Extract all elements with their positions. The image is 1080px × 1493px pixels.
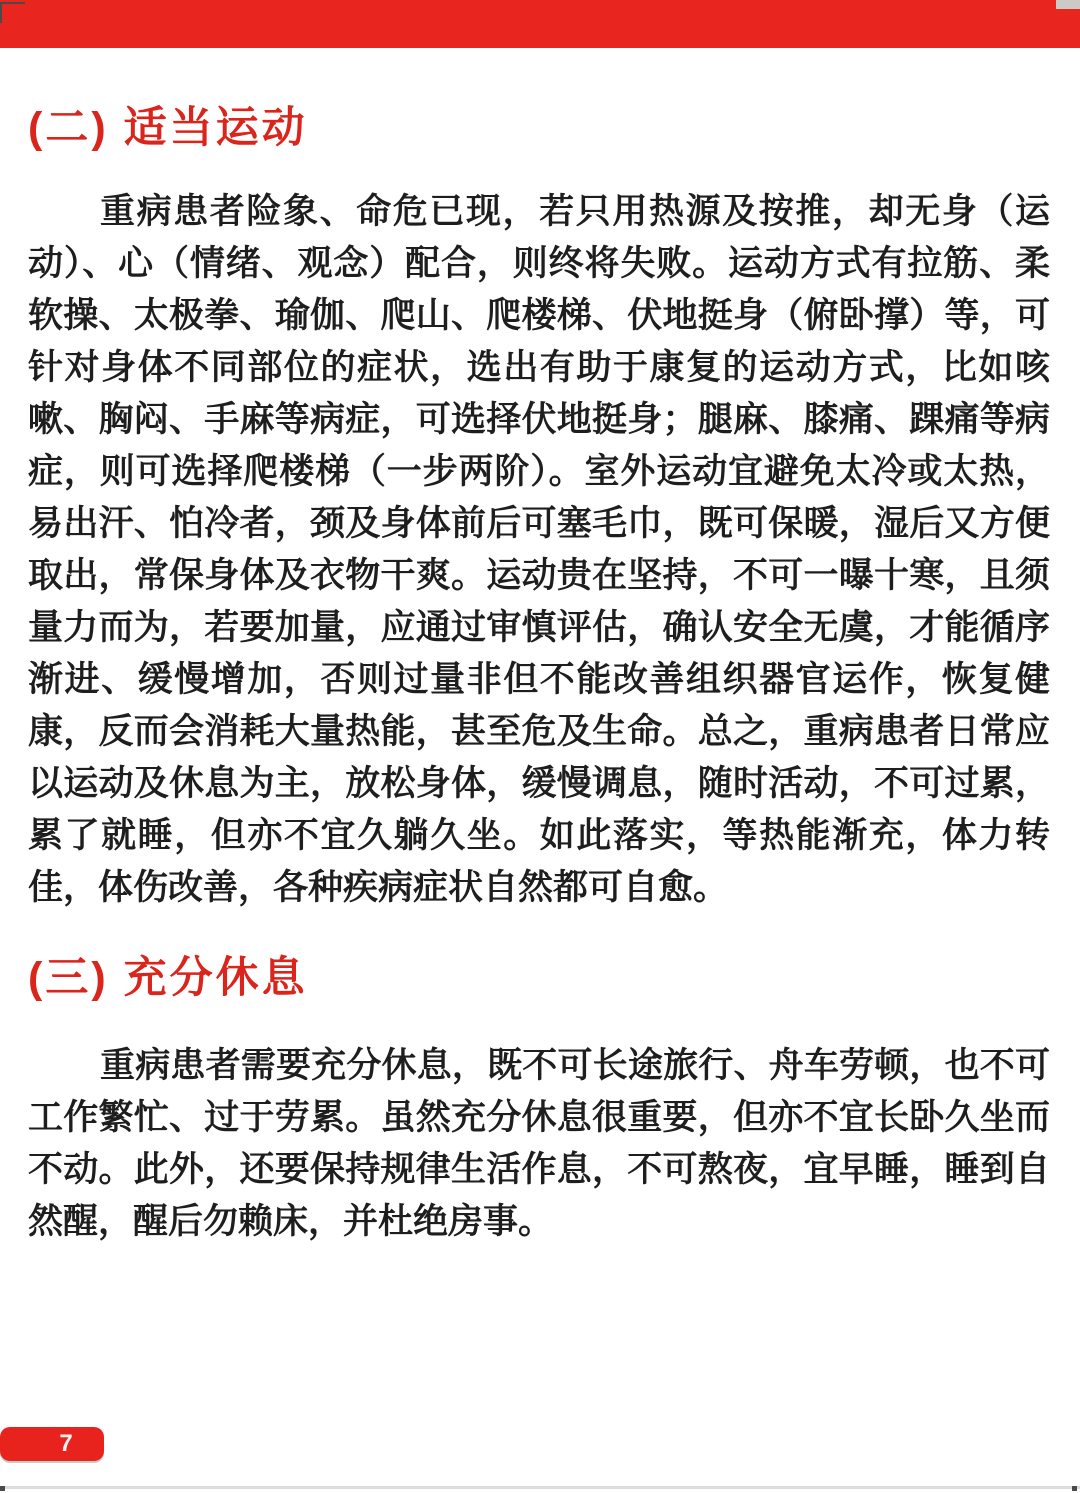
paragraph-line: 动）、心（情绪、观念）配合，则终将失败。运动方式有拉筋、柔	[28, 244, 1050, 283]
crop-mark-bottom-left-icon	[0, 1486, 5, 1491]
paragraph-line: 不动。此外，还要保持规律生活作息，不可熬夜，宜早睡，睡到自	[28, 1150, 1050, 1189]
page-number-badge	[0, 1427, 104, 1461]
bottom-edge-line	[0, 1486, 1080, 1489]
top-red-bar	[0, 0, 1080, 48]
paragraph-line: 然醒，醒后勿赖床，并杜绝房事。	[28, 1202, 554, 1241]
paragraph-line: 嗽、胸闷、手麻等病症，可选择伏地挺身；腿麻、膝痛、踝痛等病	[28, 400, 1050, 439]
crop-mark-bottom-right-icon	[1072, 1486, 1077, 1491]
paragraph-line: 量力而为，若要加量，应通过审慎评估，确认安全无虞，才能循序	[28, 608, 1050, 647]
paragraph-rest	[28, 1040, 1050, 1248]
crop-mark-top-left-icon	[0, 2, 25, 23]
paragraph-line: 重病患者需要充分休息，既不可长途旅行、舟车劳顿，也不可	[100, 1046, 1050, 1085]
paragraph-line: 工作繁忙、过于劳累。虽然充分休息很重要，但亦不宜长卧久坐而	[28, 1098, 1050, 1137]
section-heading-exercise: (二) 适当运动	[28, 104, 308, 152]
paragraph-line: 佳，体伤改善，各种疾病症状自然都可自愈。	[28, 868, 729, 907]
top-right-notch	[1056, 0, 1080, 9]
paragraph-line: 症，则可选择爬楼梯（一步两阶）。室外运动宜避免太冷或太热，	[28, 452, 1050, 491]
paragraph-line: 康，反而会消耗大量热能，甚至危及生命。总之，重病患者日常应	[28, 712, 1050, 751]
paragraph-line: 取出，常保身体及衣物干爽。运动贵在坚持，不可一曝十寒，且须	[28, 556, 1050, 595]
page-number: 7	[59, 1430, 73, 1457]
paragraph-exercise	[28, 186, 1050, 914]
paragraph-line: 渐进、缓慢增加，否则过量非但不能改善组织器官运作，恢复健	[28, 660, 1050, 699]
paragraph-line: 以运动及休息为主，放松身体，缓慢调息，随时活动，不可过累，	[28, 764, 1050, 803]
paragraph-line: 针对身体不同部位的症状，选出有助于康复的运动方式，比如咳	[28, 348, 1050, 387]
paragraph-line: 重病患者险象、命危已现，若只用热源及按推，却无身（运	[100, 192, 1050, 231]
section-heading-rest: (三) 充分休息	[28, 954, 308, 1002]
paragraph-line: 累了就睡，但亦不宜久躺久坐。如此落实，等热能渐充，体力转	[28, 816, 1050, 855]
paragraph-line: 软操、太极拳、瑜伽、爬山、爬楼梯、伏地挺身（俯卧撑）等，可	[28, 296, 1050, 335]
paragraph-line: 易出汗、怕冷者，颈及身体前后可塞毛巾，既可保暖，湿后又方便	[28, 504, 1050, 543]
